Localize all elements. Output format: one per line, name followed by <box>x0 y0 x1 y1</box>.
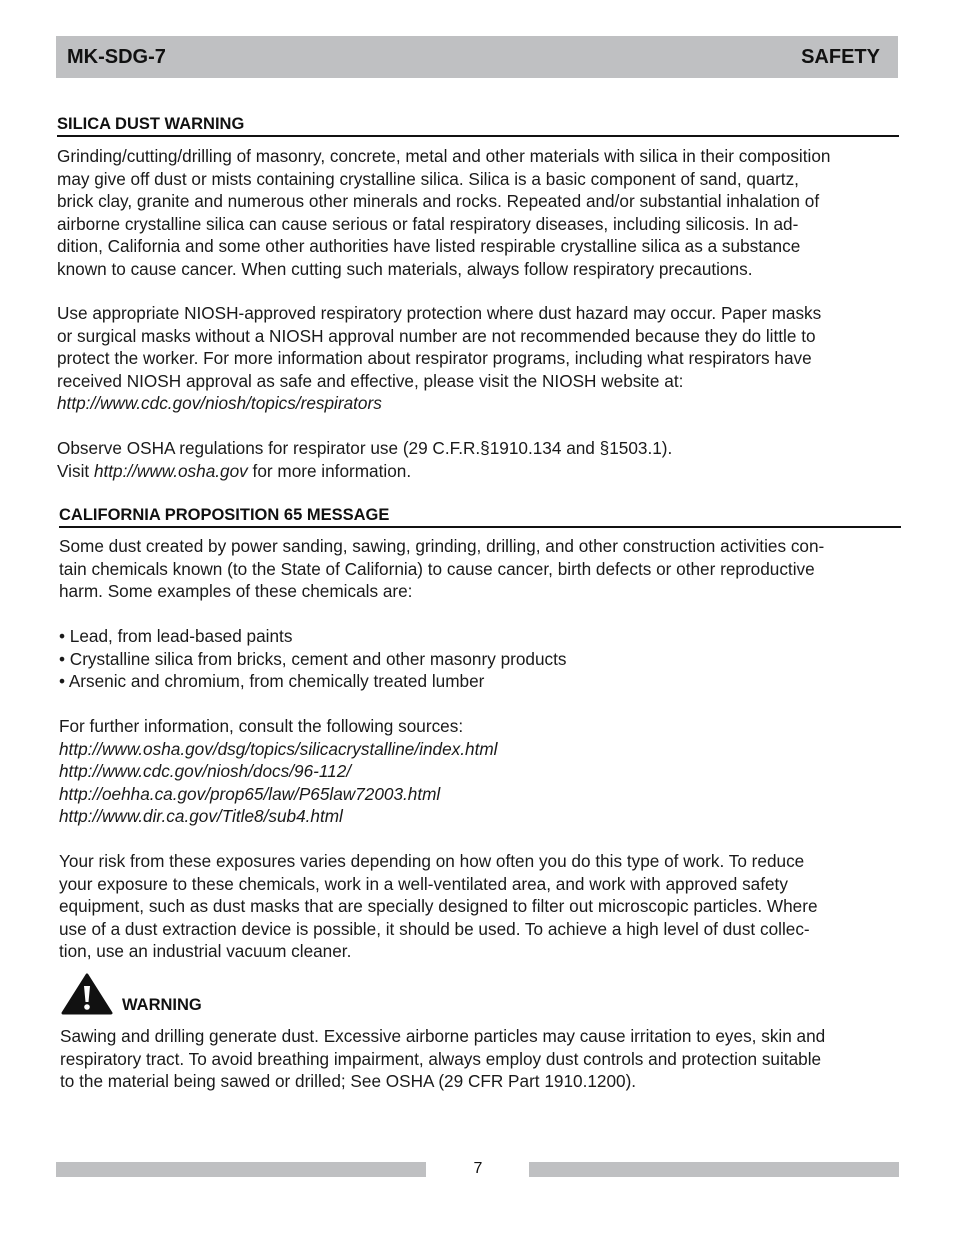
text-line: respiratory tract. To avoid breathing impairment, always employ dust controls and protection suitable <box>60 1048 822 1069</box>
prop65-intro <box>59 535 824 603</box>
text-line: Use appropriate NIOSH-approved respiratory protection where dust hazard may occur. Paper masks <box>57 303 822 323</box>
text-line: or surgical masks without a NIOSH approval number are not recommended because they do little to <box>57 325 816 346</box>
sources-intro: For further information, consult the following sources: <box>59 716 464 736</box>
text-line: to the material being sawed or drilled; See OSHA (29 CFR Part 1910.1200). <box>60 1071 637 1091</box>
model-name: MK-SDG-7 <box>67 45 166 68</box>
text-line: Sawing and drilling generate dust. Excessive airborne particles may cause irritation to eyes, skin and <box>60 1026 826 1046</box>
text-line: use of a dust extraction device is possible, it should be used. To achieve a high level of dust collec- <box>59 918 810 939</box>
text-line: known to cause cancer. When cutting such materials, always follow respiratory precautions. <box>57 258 753 279</box>
source-link[interactable]: http://oehha.ca.gov/prop65/law/P65law72003.html <box>59 783 441 804</box>
warning-title: WARNING <box>122 996 202 1014</box>
warning-triangle-icon <box>61 973 113 1015</box>
text-line: tain chemicals known (to the State of California) to cause cancer, birth defects or other reproductive <box>59 558 815 579</box>
warning-text <box>60 1025 825 1093</box>
osha-link[interactable]: http://www.osha.gov <box>93 460 248 481</box>
text-line: tion, use an industrial vacuum cleaner. <box>59 941 352 961</box>
silica-paragraph-1 <box>57 145 830 280</box>
section-name: SAFETY <box>801 45 880 68</box>
prop65-bullet-list <box>59 625 567 693</box>
silica-paragraph-3 <box>57 437 672 482</box>
list-item: • Crystalline silica from bricks, cement and other masonry products <box>59 648 567 669</box>
source-link[interactable]: http://www.cdc.gov/niosh/docs/96-112/ <box>59 761 352 781</box>
text-line: Some dust created by power sanding, sawing, grinding, drilling, and other construction activities con- <box>59 536 825 556</box>
text-line: protect the worker. For more information about respirator programs, including what respirators have <box>57 348 812 368</box>
prop65-risk-paragraph <box>59 850 818 963</box>
text-line: harm. Some examples of these chemicals are: <box>59 581 413 601</box>
source-link[interactable]: http://www.osha.gov/dsg/topics/silicacrystalline/index.html <box>59 738 498 759</box>
text-line: may give off dust or mists containing crystalline silica. Silica is a basic component of sand, quartz, <box>57 168 799 189</box>
list-item: • Arsenic and chromium, from chemically treated lumber <box>59 671 485 691</box>
visit-suffix: for more information. <box>247 460 412 481</box>
visit-line <box>57 460 672 483</box>
text-line: dition, California and some other authorities have listed respirable crystalline silica as a substance <box>57 236 801 256</box>
text-line: Observe OSHA regulations for respirator use (29 C.F.R.§1910.134 and §1503.1). <box>57 438 673 458</box>
text-line: received NIOSH approval as safe and effective, please visit the NIOSH website at: <box>57 370 684 391</box>
niosh-link[interactable]: http://www.cdc.gov/niosh/topics/respirators <box>57 393 382 413</box>
footer-bar-right <box>529 1162 899 1177</box>
footer-bar-left <box>56 1162 426 1177</box>
text-line: equipment, such as dust masks that are specially designed to filter out microscopic particles. Where <box>59 896 818 916</box>
page-header-bar <box>56 36 898 78</box>
visit-prefix: Visit <box>57 460 94 481</box>
prop65-sources <box>59 715 497 828</box>
text-line: Grinding/cutting/drilling of masonry, concrete, metal and other materials with silica in their composition <box>57 146 831 166</box>
prop65-heading: CALIFORNIA PROPOSITION 65 MESSAGE <box>59 506 901 528</box>
silica-heading: SILICA DUST WARNING <box>57 115 899 137</box>
page-number: 7 <box>473 1160 483 1177</box>
list-item: • Lead, from lead-based paints <box>59 626 293 646</box>
text-line: Your risk from these exposures varies depending on how often you do this type of work. To reduce <box>59 851 805 871</box>
text-line: airborne crystalline silica can cause serious or fatal respiratory diseases, including silicosis. In ad- <box>57 213 799 234</box>
text-line: brick clay, granite and numerous other minerals and rocks. Repeated and/or substantial inhalation of <box>57 191 820 211</box>
silica-paragraph-2 <box>57 302 821 415</box>
source-link[interactable]: http://www.dir.ca.gov/Title8/sub4.html <box>59 806 343 826</box>
text-line: your exposure to these chemicals, work in a well-ventilated area, and work with approved safety <box>59 873 788 894</box>
